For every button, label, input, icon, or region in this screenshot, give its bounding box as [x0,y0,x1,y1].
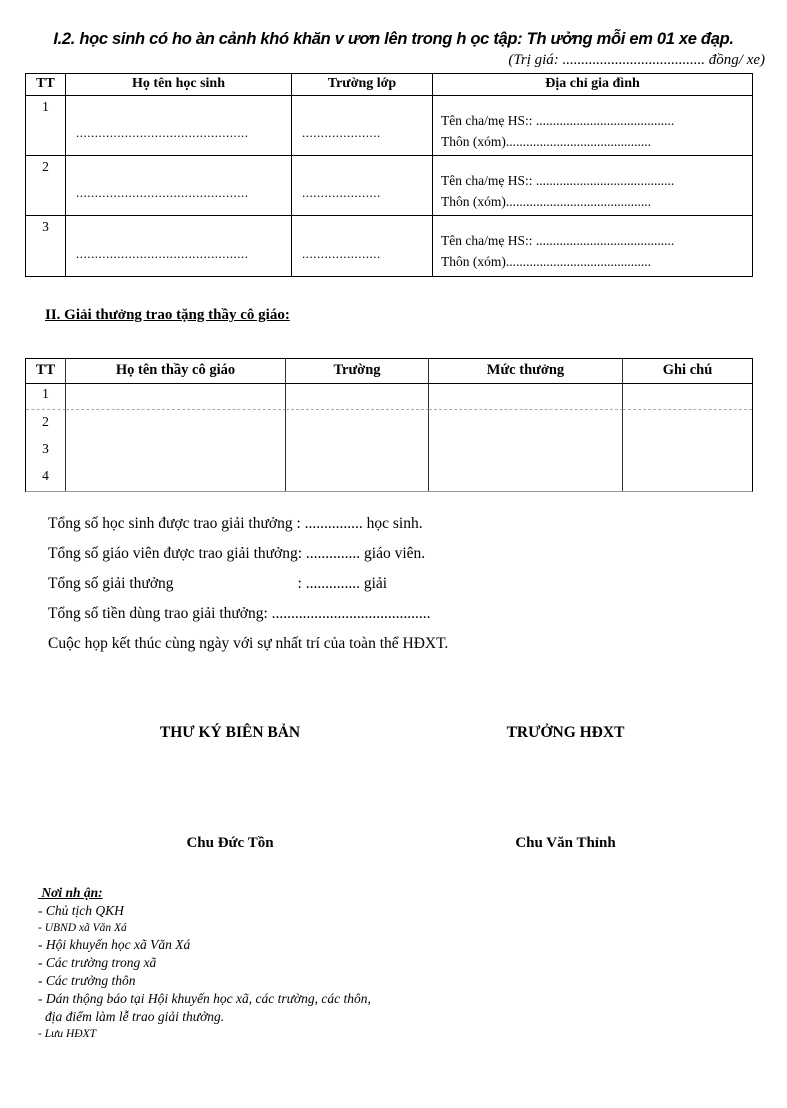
teacher-award-table [25,358,753,492]
student-name-dotted-field: .............................................. [66,216,292,276]
empty-cell [429,464,623,491]
column-header-award-level: Mức thưởng [429,359,623,384]
signature-name-chairman: Chu Văn Thỉnh [515,835,616,851]
section-heading-teacher-awards: II. Giải thưởng trao tặng thầy cô giáo: [45,307,290,323]
empty-cell [66,384,286,410]
empty-cell [429,384,623,410]
recipient-item: - Lưu HĐXT [38,1028,97,1040]
empty-cell [623,464,752,491]
empty-cell [623,437,752,464]
column-header-notes: Ghi chú [623,359,752,384]
empty-cell [66,464,286,491]
parent-name-dotted-field: Tên cha/mẹ HS:: ......................................... [441,173,675,188]
recipient-item: - Dán thộng báo tại Hội khuyến học xã, các trường, các thôn, [38,991,371,1006]
recipient-item: - UBND xã Văn Xá [38,922,127,934]
student-name-dotted-field: .............................................. [66,96,292,156]
school-class-dotted-field: ..................... [292,96,433,156]
student-award-table [25,73,753,277]
parent-name-dotted-field: Tên cha/mẹ HS:: ......................................... [441,233,675,248]
total-money-line: Tổng số tiền dùng trao giải thưởng: ......................................... [48,605,431,622]
row-number: 3 [26,216,66,276]
empty-cell [286,384,429,410]
family-address-cell [433,96,752,156]
empty-cell [66,437,286,464]
row-number: 2 [26,410,66,437]
summary-totals [48,509,767,659]
empty-cell [286,410,429,437]
empty-cell [623,384,752,410]
column-header-tt: TT [26,359,66,384]
row-number: 4 [26,464,66,491]
signature-name-secretary: Chu Đức Tồn [186,835,274,851]
recipient-item: - Các trường trong xã [38,955,157,970]
meeting-closing-line: Cuộc họp kết thúc cùng ngày với sự nhất trí của toàn thể HĐXT. [48,635,449,652]
student-name-dotted-field: .............................................. [66,156,292,216]
empty-cell [429,437,623,464]
empty-cell [286,437,429,464]
page-subtitle-value-line: (Trị giá: ...................................... đồng/ xe) [508,52,765,68]
row-number: 3 [26,437,66,464]
school-class-dotted-field: ..................... [292,216,433,276]
row-number: 1 [26,96,66,156]
recipient-item: - Chủ tịch QKH [38,903,124,918]
recipients-block [38,884,498,1042]
empty-cell [623,410,752,437]
village-dotted-field: Thôn (xóm)........................................... [441,254,651,269]
family-address-cell [433,156,752,216]
school-class-dotted-field: ..................... [292,156,433,216]
village-dotted-field: Thôn (xóm)........................................... [441,134,651,149]
column-header-family-address: Địa chỉ gia đình [433,74,752,96]
village-dotted-field: Thôn (xóm)........................................... [441,194,651,209]
total-teachers-line: Tổng số giáo viên được trao giải thưởng: .............. giáo viên. [48,545,426,562]
family-address-cell [433,216,752,276]
page-title: I.2. học sinh có ho àn cảnh khó khăn v ươn lên trong h ọc tập: Th ưởng mỗi em 01 xe đạp. [53,30,734,48]
column-header-tt: TT [26,74,66,96]
signature-title-chairman: TRƯỞNG HĐXT [506,724,625,741]
column-header-school: Trường [286,359,429,384]
total-students-line: Tổng số học sinh được trao giải thưởng : ............... học sinh. [48,515,423,532]
empty-cell [429,410,623,437]
row-number: 2 [26,156,66,216]
total-awards-line: Tổng số giải thưởng : .............. giải [48,575,388,592]
empty-cell [66,410,286,437]
column-header-teacher-name: Họ tên thầy cô giáo [66,359,286,384]
signature-title-secretary: THƯ KÝ BIÊN BẢN [159,724,301,741]
row-number: 1 [26,384,66,410]
recipients-heading: Nơi nh ận: [38,885,103,900]
recipient-item-continuation: địa điểm làm lễ trao giải thưởng. [45,1009,225,1024]
column-header-student-name: Họ tên học sinh [66,74,292,96]
column-header-school-class: Trường lớp [292,74,433,96]
empty-cell [286,464,429,491]
recipient-item: - Các trưởng thôn [38,973,136,988]
parent-name-dotted-field: Tên cha/mẹ HS:: ......................................... [441,113,675,128]
recipient-item: - Hội khuyến học xã Văn Xá [38,937,191,952]
